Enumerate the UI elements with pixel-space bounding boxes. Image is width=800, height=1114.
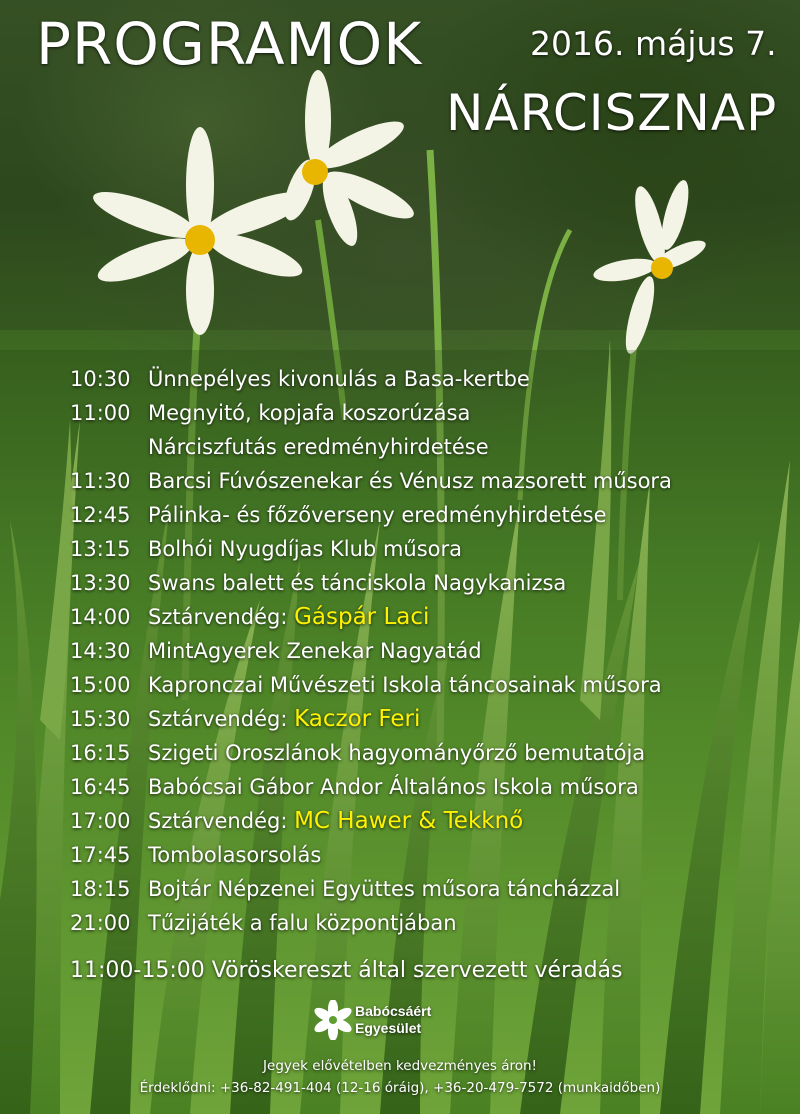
schedule-text: Kapronczai Művészeti Iskola táncosainak műsora	[148, 673, 662, 697]
schedule-time: 18:15	[70, 877, 131, 901]
schedule-text: Sztárvendég:	[148, 707, 295, 731]
schedule-row	[70, 566, 790, 600]
tickets-note: Jegyek elővételben kedvezményes áron!	[263, 1058, 537, 1074]
schedule-row	[70, 498, 790, 532]
schedule-row	[70, 396, 790, 430]
schedule-text: MintAgyerek Zenekar Nagyatád	[148, 639, 482, 663]
schedule-row	[70, 872, 790, 906]
schedule-row	[70, 736, 790, 770]
logo-line-2: Egyesület	[355, 1020, 422, 1036]
schedule-time: 11:00	[70, 401, 131, 425]
schedule-text: Babócsai Gábor Andor Általános Iskola műsora	[148, 775, 639, 799]
schedule-text: Tombolasorsolás	[148, 843, 322, 867]
schedule-text: Bojtár Népzenei Együttes műsora táncházzal	[148, 877, 621, 901]
schedule-row	[70, 804, 790, 838]
schedule-row	[70, 668, 790, 702]
schedule-time: 17:45	[70, 843, 131, 867]
schedule-row	[70, 532, 790, 566]
blood-drive-note: 11:00-15:00 Vöröskereszt által szervezett véradás	[70, 958, 623, 983]
schedule-time: 21:00	[70, 911, 131, 935]
flower-logo-icon	[313, 1000, 353, 1040]
star-guest-name: Kaczor Feri	[294, 706, 421, 732]
schedule-row	[70, 634, 790, 668]
schedule-row	[70, 464, 790, 498]
schedule-time: 17:00	[70, 809, 131, 833]
schedule-text: Barcsi Fúvószenekar és Vénusz mazsorett műsora	[148, 469, 672, 493]
schedule-time: 14:30	[70, 639, 131, 663]
schedule-text: Nárciszfutás eredményhirdetése	[148, 435, 489, 459]
schedule-row	[70, 702, 790, 736]
schedule-text: Szigeti Oroszlánok hagyományőrző bemutatója	[148, 741, 646, 765]
schedule-time: 13:15	[70, 537, 131, 561]
schedule-time: 13:30	[70, 571, 131, 595]
schedule-time: 11:30	[70, 469, 131, 493]
schedule-text: Sztárvendég:	[148, 605, 295, 629]
schedule-time: 15:30	[70, 707, 131, 731]
schedule-row	[70, 362, 790, 396]
schedule-time: 12:45	[70, 503, 131, 527]
schedule-text: Megnyitó, kopjafa koszorúzása	[148, 401, 471, 425]
schedule-row	[70, 600, 790, 634]
logo-line-1: Babócsáért	[355, 1003, 432, 1019]
logo-text	[355, 1003, 431, 1037]
schedule-text: Swans balett és tánciskola Nagykanizsa	[148, 571, 567, 595]
schedule-time: 16:15	[70, 741, 131, 765]
schedule-time: 10:30	[70, 367, 131, 391]
schedule-list	[70, 362, 790, 940]
schedule-time: 15:00	[70, 673, 131, 697]
schedule-text: Sztárvendég:	[148, 809, 295, 833]
contact-info: Érdeklődni: +36-82-491-404 (12-16 óráig), +36-20-479-7572 (munkaidőben)	[139, 1080, 661, 1096]
schedule-row	[70, 770, 790, 804]
schedule-text: Bolhói Nyugdíjas Klub műsora	[148, 537, 462, 561]
schedule-text: Ünnepélyes kivonulás a Basa-kertbe	[148, 367, 530, 391]
schedule-time: 14:00	[70, 605, 131, 629]
schedule-text: Pálinka- és főzőverseny eredményhirdetése	[148, 503, 607, 527]
page-title: PROGRAMOK	[36, 10, 423, 78]
association-logo	[313, 1000, 453, 1042]
schedule-text: Tűzijáték a falu központjában	[148, 911, 457, 935]
schedule-row	[70, 838, 790, 872]
event-date: 2016. május 7.	[530, 24, 777, 63]
event-name: NÁRCISZNAP	[446, 84, 778, 142]
schedule-row	[70, 906, 790, 940]
schedule-row	[70, 430, 790, 464]
schedule-time: 16:45	[70, 775, 131, 799]
star-guest-name: Gáspár Laci	[294, 604, 430, 630]
star-guest-name: MC Hawer & Tekknő	[294, 808, 524, 834]
